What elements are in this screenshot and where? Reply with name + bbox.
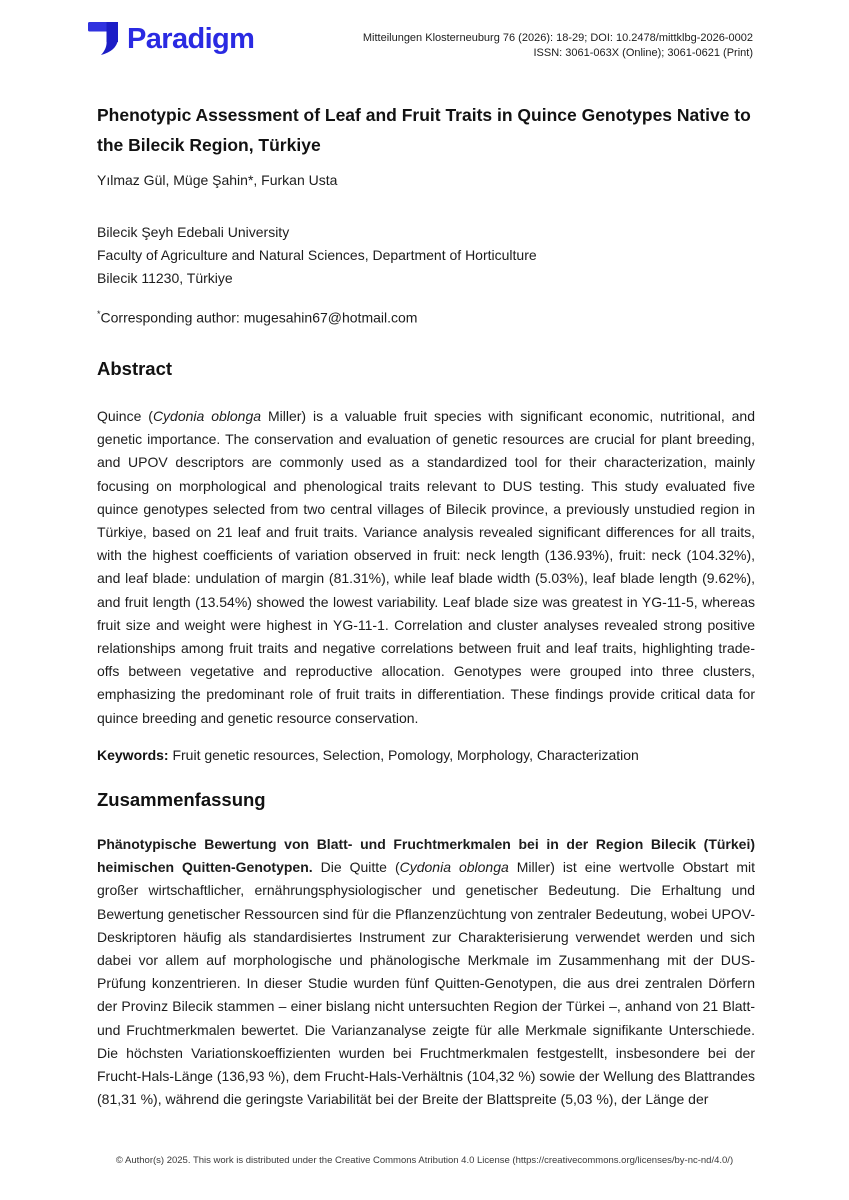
publisher-logo <box>88 22 254 56</box>
affiliation-line-address: Bilecik 11230, Türkiye <box>97 270 233 286</box>
publisher-logo-text: Paradigm <box>127 22 255 55</box>
journal-issn-line: ISSN: 3061-063X (Online); 3061-0621 (Print) <box>533 47 753 59</box>
corresponding-text: Corresponding author: mugesahin67@hotmail.com <box>100 309 418 326</box>
affiliation-line-university: Bilecik Şeyh Edebali University <box>97 224 290 240</box>
abstract-paragraph: Quince (Cydonia oblonga Miller) is a valuable fruit species with significant economic, nutritional, and genetic importance. The conservation and evaluation of genetic resources are crucial for plant breeding, and UPOV descriptors are commonly used as a standardized tool for their characterization, mainly focusing on morphological and phenological traits relevant to DUS testing. This study evaluated five quince genotypes selected from two central villages of Bilecik province, a previously unstudied region in Türkiye, based on 21 leaf and fruit traits. Variance analysis revealed significant differences for all traits, with the highest coefficients of variation observed in fruit: neck length (136.93%), fruit: neck (104.32%), and leaf blade: undulation of margin (81.31%), while leaf blade width (5.03%), leaf blade length (9.62%), and fruit length (13.54%) showed the lowest variability. Leaf blade size was greatest in YG-11-5, whereas fruit size and weight were highest in YG-11-1. Correlation and cluster analyses revealed strong positive relationships among fruit traits and negative correlations between fruit and leaf traits, highlighting trade-offs between vegetative and reproductive allocation. Genotypes were grouped into three clusters, emphasizing the predominant role of fruit traits in differentiation. These findings provide critical data for quince breeding and genetic resource conservation. <box>97 408 755 726</box>
corresponding-author-line <box>97 309 417 326</box>
keywords-label: Keywords: <box>97 747 169 763</box>
license-footer: © Author(s) 2025. This work is distributed under the Creative Commons Atribution 4.0 License (https://creativecommons.org/licenses/by-nc-nd/4.0/) <box>115 1155 734 1166</box>
keywords-line <box>97 747 639 763</box>
journal-citation-line: Mitteilungen Klosterneuburg 76 (2026): 18-29; DOI: 10.2478/mittklbg-2026-0002 <box>362 32 753 44</box>
affiliation-block <box>97 221 537 290</box>
zusammenfassung-heading: Zusammenfassung <box>97 789 266 810</box>
affiliation-line-faculty: Faculty of Agriculture and Natural Sciences, Department of Horticulture <box>97 247 537 263</box>
keywords-text: Fruit genetic resources, Selection, Pomology, Morphology, Characterization <box>168 747 639 763</box>
authors-line: Yılmaz Gül, Müge Şahin*, Furkan Usta <box>97 172 338 188</box>
zusammenfassung-paragraph: Phänotypische Bewertung von Blatt- und Fruchtmerkmalen bei in der Region Bilecik (Türkei) heimischen Quitten-Genotypen. Die Quitte (Cydonia oblonga Miller) ist eine wertvolle Obstart mit großer wirtschaftlicher, ernährungsphysiologischer und genetischer Bedeutung. Die Erhaltung und Bewertung genetischer Ressourcen sind für die Pflanzenzüchtung von zentraler Bedeutung, wobei UPOV-Deskriptoren häufig als standardisiertes Instrument zur Charakterisierung verwendet werden und sich dabei vor allem auf morphologische und phänologische Merkmale im Zusammenhang mit der DUS-Prüfung konzentrieren. In dieser Studie wurden fünf Quitten-Genotypen, die aus drei zentralen Dörfern der Provinz Bilecik stammen – einer bislang nicht untersuchten Region der Türkei –, anhand von 21 Blatt- und Fruchtmerkmalen bewertet. Die Varianzanalyse zeigte für alle Merkmale signifikante Unterschiede. Die höchsten Variationskoeffizienten wurden bei Fruchtmerkmalen festgestellt, insbesondere bei der Frucht-Hals-Länge (136,93 %), dem Frucht-Hals-Verhältnis (104,32 %) sowie der Wellung des Blattrandes (81,31 %), während die geringste Variabilität bei der Breite der Blattspreite (5,03 %), der Länge der <box>97 836 755 1108</box>
abstract-heading: Abstract <box>97 358 173 379</box>
journal-header <box>363 31 753 61</box>
corresponding-marker: * <box>97 309 101 319</box>
paradigm-logo-icon <box>88 22 118 56</box>
article-title: Phenotypic Assessment of Leaf and Fruit Traits in Quince Genotypes Native to the Bilecik Region, Türkiye <box>97 104 751 155</box>
